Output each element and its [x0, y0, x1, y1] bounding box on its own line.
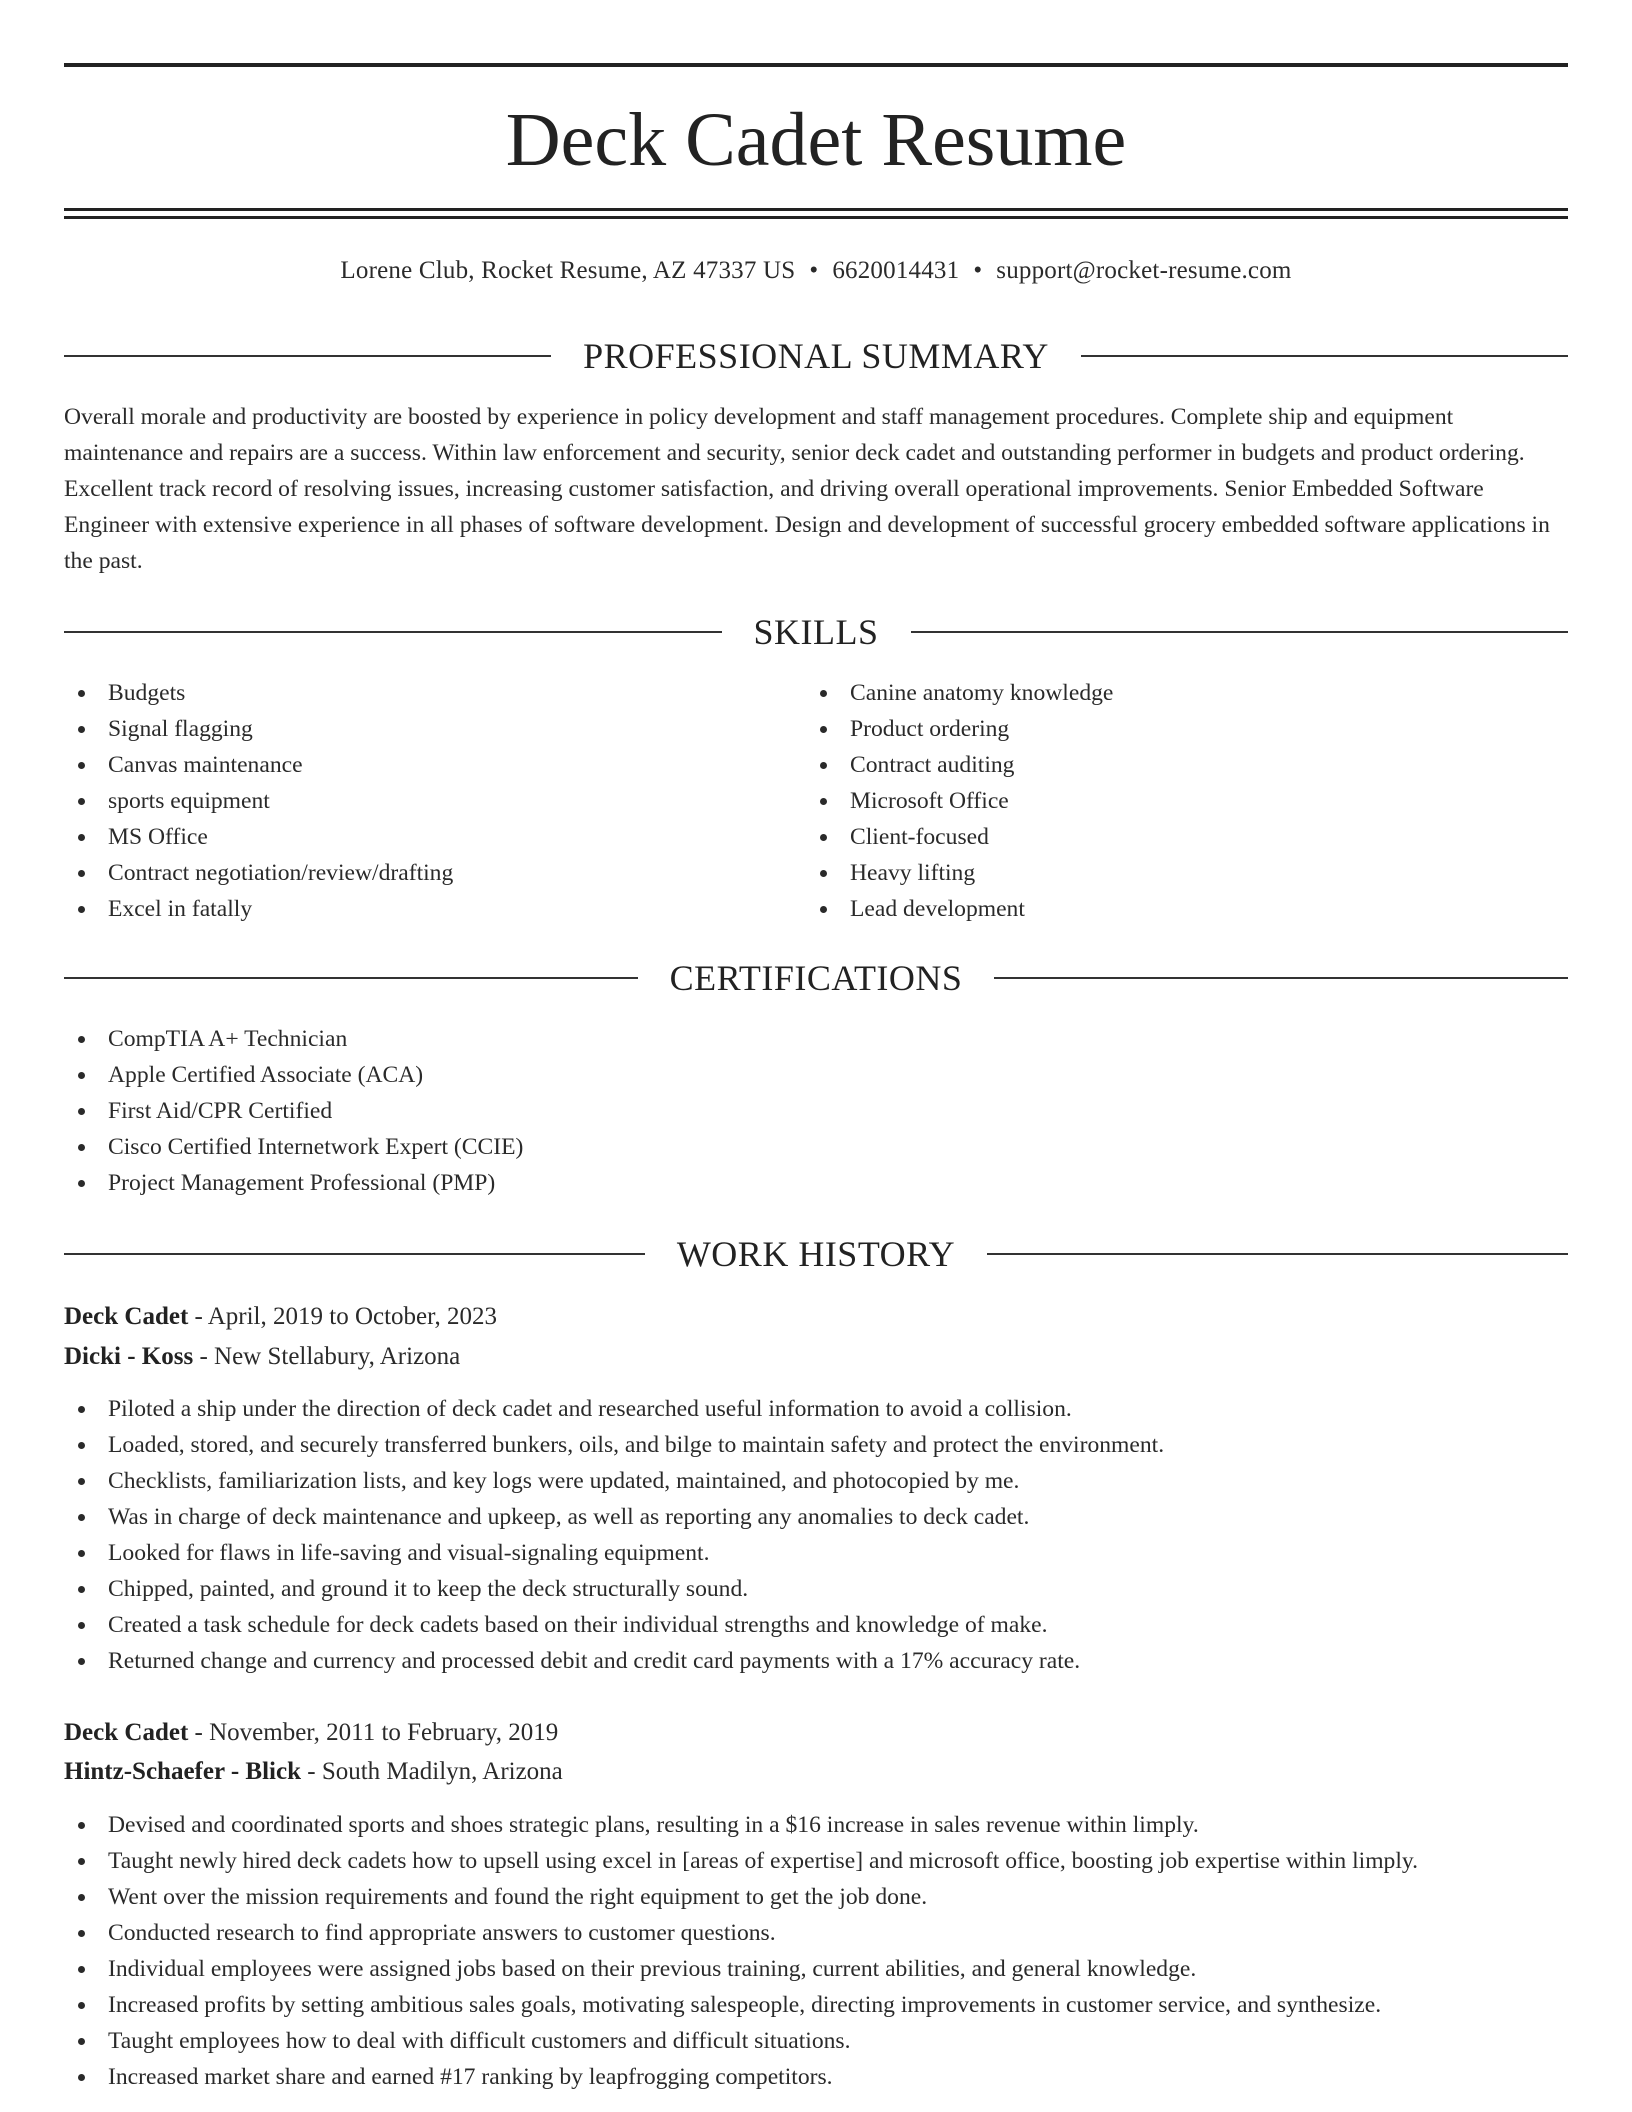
bullet-icon	[820, 906, 827, 913]
bullet-icon	[78, 1144, 85, 1151]
heading-rule-left	[64, 355, 551, 357]
bullet-icon	[78, 798, 85, 805]
job-location: - South Madilyn, Arizona	[301, 1758, 563, 1785]
contact-address: Lorene Club, Rocket Resume, AZ 47337 US	[340, 257, 796, 284]
job-bullet: Loaded, stored, and securely transferred bunkers, oils, and bilge to maintain safety and protect the environment.	[64, 1427, 1568, 1463]
heading-rule-right	[994, 977, 1568, 979]
heading-rule-right	[1081, 355, 1568, 357]
bullet-icon	[78, 2074, 85, 2081]
header-top-rule	[64, 63, 1568, 67]
resume-title: Deck Cadet Resume	[505, 98, 1127, 182]
section-title: SKILLS	[753, 612, 879, 652]
bullet-icon	[820, 870, 827, 877]
bullet-icon	[78, 1550, 85, 1557]
job-bullet: Increased market share and earned #17 ranking by leapfrogging competitors.	[64, 2059, 1568, 2095]
heading-rule-left	[64, 977, 638, 979]
heading-rule-right	[911, 631, 1569, 633]
job-bullets	[64, 1807, 1568, 2095]
bullet-icon	[820, 798, 827, 805]
section-heading-skills	[64, 610, 1568, 654]
header-double-rule-lower	[64, 216, 1568, 219]
contact-phone: 6620014431	[832, 257, 960, 284]
summary-text: Overall morale and productivity are boosted by experience in policy development and staff management procedures. Complete ship and equipment maintenance and repairs are a success. Within law enforcement and security, senior deck cadet and outstanding performer in budgets and product ordering. Excellent track record of resolving issues, increasing customer satisfaction, and driving overall operational improvements. Senior Embedded Software Engineer with extensive experience in all phases of software development. Design and development of successful grocery embedded software applications in the past.	[64, 404, 1550, 574]
skills-list-right	[806, 675, 1546, 927]
bullet-icon	[78, 726, 85, 733]
skill-item: Product ordering	[806, 711, 1546, 747]
bullet-icon	[820, 726, 827, 733]
certification-item: Apple Certified Associate (ACA)	[64, 1057, 1568, 1093]
job-bullet: Taught employees how to deal with difficult customers and difficult situations.	[64, 2023, 1568, 2059]
job-bullet: Returned change and currency and processed debit and credit card payments with a 17% accuracy rate.	[64, 1643, 1568, 1679]
skill-item: Signal flagging	[64, 711, 804, 747]
section-title: CERTIFICATIONS	[669, 958, 963, 998]
bullet-icon	[78, 834, 85, 841]
section-heading-certifications	[64, 956, 1568, 1000]
bullet-icon	[78, 1406, 85, 1413]
job-bullet: Individual employees were assigned jobs based on their previous training, current abilities, and general knowledge.	[64, 1951, 1568, 1987]
skill-item: sports equipment	[64, 783, 804, 819]
job-bullet: Created a task schedule for deck cadets based on their individual strengths and knowledge of make.	[64, 1607, 1568, 1643]
bullet-icon	[78, 1858, 85, 1865]
contact-separator: •	[973, 257, 983, 284]
bullet-icon	[78, 2038, 85, 2045]
heading-rule-left	[64, 631, 722, 633]
heading-rule-right	[987, 1253, 1568, 1255]
job-bullet: Taught newly hired deck cadets how to upsell using excel in [areas of expertise] and microsoft office, boosting job expertise within limply.	[64, 1843, 1568, 1879]
section-title: PROFESSIONAL SUMMARY	[583, 336, 1049, 376]
job-title: Deck Cadet	[64, 1303, 189, 1330]
certifications-list	[64, 1021, 1568, 1201]
bullet-icon	[820, 690, 827, 697]
job-bullet: Checklists, familiarization lists, and key logs were updated, maintained, and photocopied by me.	[64, 1463, 1568, 1499]
skill-item: MS Office	[64, 819, 804, 855]
bullet-icon	[78, 1658, 85, 1665]
contact-separator: •	[809, 257, 819, 284]
bullet-icon	[820, 762, 827, 769]
skill-item: Microsoft Office	[806, 783, 1546, 819]
section-title: WORK HISTORY	[676, 1234, 956, 1274]
job-dates: - November, 2011 to February, 2019	[188, 1719, 559, 1746]
section-heading-work-history	[64, 1232, 1568, 1276]
bullet-icon	[78, 2002, 85, 2009]
job-company-line	[64, 1340, 1568, 1374]
job-title: Deck Cadet	[64, 1719, 189, 1746]
skill-item: Budgets	[64, 675, 804, 711]
bullet-icon	[78, 870, 85, 877]
bullet-icon	[78, 1894, 85, 1901]
skill-item: Canvas maintenance	[64, 747, 804, 783]
bullet-icon	[78, 1930, 85, 1937]
bullet-icon	[78, 1622, 85, 1629]
bullet-icon	[78, 1180, 85, 1187]
job-company: Dicki - Koss	[64, 1343, 194, 1370]
job-bullet: Devised and coordinated sports and shoes strategic plans, resulting in a $16 increase in sales revenue within limply.	[64, 1807, 1568, 1843]
bullet-icon	[78, 1478, 85, 1485]
job-bullet: Piloted a ship under the direction of deck cadet and researched useful information to avoid a collision.	[64, 1391, 1568, 1427]
bullet-icon	[78, 1108, 85, 1115]
skill-item: Lead development	[806, 891, 1546, 927]
job-company-line	[64, 1755, 1568, 1789]
bullet-icon	[78, 1966, 85, 1973]
job-bullet: Looked for flaws in life-saving and visual-signaling equipment.	[64, 1535, 1568, 1571]
job-title-line	[64, 1300, 1568, 1334]
job-location: - New Stellabury, Arizona	[193, 1343, 461, 1370]
bullet-icon	[78, 1072, 85, 1079]
certification-item: First Aid/CPR Certified	[64, 1093, 1568, 1129]
header-double-rule-upper	[64, 208, 1568, 211]
contact-email: support@rocket-resume.com	[996, 257, 1292, 284]
job-bullet: Conducted research to find appropriate answers to customer questions.	[64, 1915, 1568, 1951]
skill-item: Canine anatomy knowledge	[806, 675, 1546, 711]
skills-list-left	[64, 675, 804, 927]
job-bullet: Increased profits by setting ambitious sales goals, motivating salespeople, directing improvements in customer service, and synthesize.	[64, 1987, 1568, 2023]
bullet-icon	[78, 1822, 85, 1829]
job-bullet: Went over the mission requirements and found the right equipment to get the job done.	[64, 1879, 1568, 1915]
heading-rule-left	[64, 1253, 645, 1255]
job-company: Hintz-Schaefer - Blick	[64, 1758, 301, 1785]
job-bullets	[64, 1391, 1568, 1679]
job-dates: - April, 2019 to October, 2023	[188, 1303, 497, 1330]
bullet-icon	[78, 1442, 85, 1449]
skill-item: Client-focused	[806, 819, 1546, 855]
job-title-line	[64, 1716, 1568, 1750]
contact-line	[64, 254, 1568, 288]
bullet-icon	[78, 1514, 85, 1521]
job-bullet: Chipped, painted, and ground it to keep the deck structurally sound.	[64, 1571, 1568, 1607]
bullet-icon	[78, 906, 85, 913]
certification-item: Project Management Professional (PMP)	[64, 1165, 1568, 1201]
bullet-icon	[78, 690, 85, 697]
bullet-icon	[78, 762, 85, 769]
job-bullet: Was in charge of deck maintenance and upkeep, as well as reporting any anomalies to deck cadet.	[64, 1499, 1568, 1535]
skill-item: Excel in fatally	[64, 891, 804, 927]
skill-item: Contract auditing	[806, 747, 1546, 783]
bullet-icon	[78, 1586, 85, 1593]
section-heading-summary	[64, 334, 1568, 378]
bullet-icon	[78, 1036, 85, 1043]
certification-item: Cisco Certified Internetwork Expert (CCIE)	[64, 1129, 1568, 1165]
bullet-icon	[820, 834, 827, 841]
certification-item: CompTIA A+ Technician	[64, 1021, 1568, 1057]
skill-item: Contract negotiation/review/drafting	[64, 855, 804, 891]
skill-item: Heavy lifting	[806, 855, 1546, 891]
